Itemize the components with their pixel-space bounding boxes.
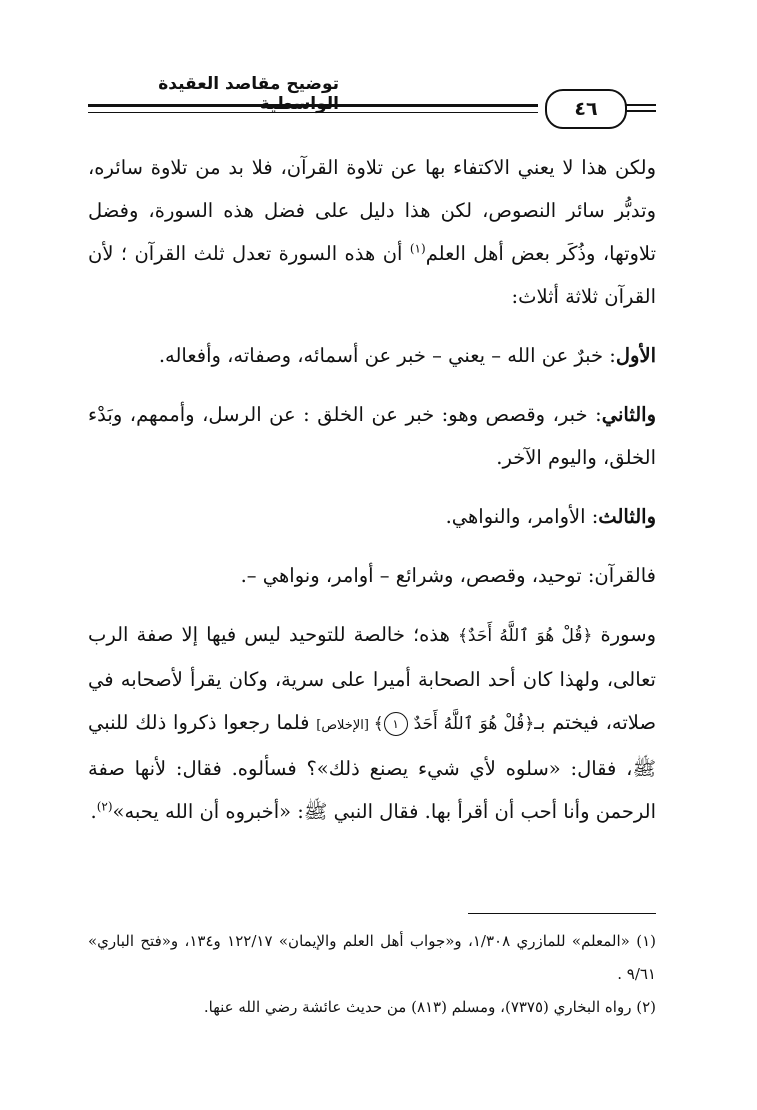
footnote-ref-2[interactable]: (٢) [96, 799, 113, 814]
paragraph-second-third: والثاني: خبر، وقصص وهو: خبر عن الخلق : عن الرسل، وأممهم، وبَدْء الخلق، واليوم الآخر. [88, 403, 656, 469]
quran-verse-2: ﴿قُلْ هُوَ ٱللَّهُ أَحَدٌ ١﴾ [373, 714, 535, 734]
paragraph-third-third: والثالث: الأوامر، والنواهي. [445, 505, 656, 528]
footnote-ref-1[interactable]: (١) [409, 241, 426, 256]
header-rule-right-top [626, 104, 656, 106]
page-number: ٤٦ [545, 89, 627, 129]
header-rule-thick [88, 104, 538, 107]
running-title: توضيح مقاصد العقيدة [158, 74, 339, 94]
ayah-number-icon: ١ [384, 712, 408, 736]
header-rule-right-bottom [626, 110, 656, 112]
surah-reference: [الإخلاص] [316, 718, 374, 733]
paragraph-intro: ولكن هذا لا يعني الاكتفاء بها عن تلاوة القرآن، فلا بد من تلاوة سائره، وتدبُّر سائر النصوص، لكن هذا دليل على فضل هذه السورة، وفضل تلاوتها، وذُكَر بعض أهل العلم$^{(١)}$ أن هذه السورة تعدل ثلث القرآن ؛ لأن القرآن ثلاثة أثلاث: [88, 156, 656, 308]
third-label: والثالث [598, 505, 656, 528]
paragraph-surah-ikhlas: وسورة ﴿قُلْ هُوَ ٱللَّهُ أَحَدٌ﴾ هذه؛ خالصة للتوحيد ليس فيها إلا صفة الرب تعالى، ولهذا كان أحد الصحابة أميرا على سرية، وكان يقرأ لأصحابه في صلاته، فيختم بـ﴿قُلْ هُوَ ٱللَّهُ أَحَدٌ ١﴾ [الإخلاص] فلما رجعوا ذكروا ذلك للنبي ﷺ، فقال: «سلوه لأي شيء يصنع ذلك»؟ فسألوه. فقال: لأنها صفة الرحمن وأنا أحب أن أقرأ بها. فقال النبي ﷺ: «أخبروه أن الله يحبه»$^{(٢)}$. [88, 623, 657, 823]
footnotes [88, 925, 656, 1024]
header-rule-thin [88, 112, 538, 113]
second-label: والثاني [601, 403, 656, 426]
first-label: الأول [615, 344, 656, 367]
paragraph-summary: فالقرآن: توحيد، وقصص، وشرائع – أوامر، ونواهي –. [240, 564, 656, 587]
quran-verse: ﴿قُلْ هُوَ ٱللَّهُ أَحَدٌ﴾ [457, 626, 593, 646]
footnote-1: (١) «المعلم» للمازري ١/٣٠٨، و«جواب أهل العلم والإيمان» ١٢٢/١٧ و١٣٤، و«فتح الباري» ٩/٦١ . [88, 932, 656, 983]
footnote-2: (٢) رواه البخاري (٧٣٧٥)، ومسلم (٨١٣) من حديث عائشة رضي الله عنها. [203, 998, 656, 1016]
paragraph-first-third: الأول: خبرٌ عن الله – يعني – خبر عن أسمائه، وصفاته، وأفعاله. [158, 344, 656, 367]
footnote-separator [468, 913, 656, 914]
body-text [88, 146, 656, 833]
